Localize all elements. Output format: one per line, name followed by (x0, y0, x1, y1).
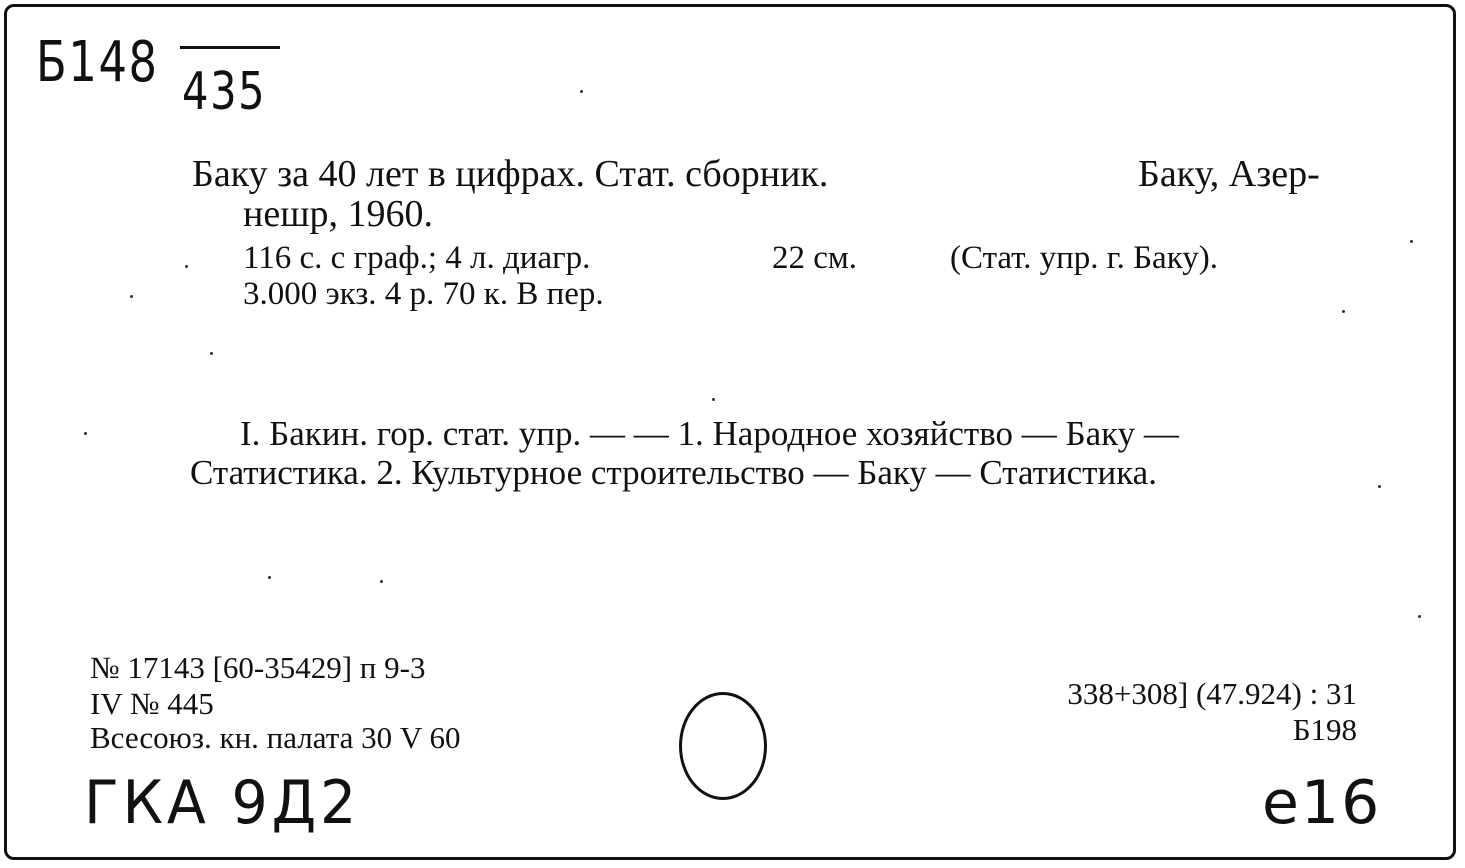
card-hole (679, 692, 767, 800)
speck (1418, 615, 1421, 618)
speck (210, 352, 213, 355)
speck (1410, 240, 1413, 243)
tracing-line-1: I. Бакин. гор. стат. упр. — — 1. Народное хозяйство — Баку — (240, 414, 1179, 453)
print-run-price: 3.000 экз. 4 р. 70 к. В пер. (243, 276, 604, 312)
entry-publisher-year: нешр, 1960. (243, 193, 433, 235)
speck (84, 432, 87, 435)
collation-pages: 116 с. с граф.; 4 л. диагр. (243, 240, 591, 276)
speck (130, 295, 133, 298)
imprint-chamber-date: Всесоюз. кн. палата 30 V 60 (90, 720, 461, 755)
speck (1342, 310, 1345, 313)
imprint-volume-number: IV № 445 (90, 686, 214, 721)
speck (268, 576, 271, 579)
classification-index: 338+308] (47.924) : 31 (1067, 676, 1357, 711)
shelfmark-number: 435 (182, 62, 267, 122)
speck (1378, 485, 1381, 488)
speck (380, 580, 383, 583)
inventory-number-right: е16 (1262, 768, 1382, 838)
shelfmark-code: Б148 (36, 30, 159, 95)
imprint-record-number: № 17143 [60-35429] п 9-3 (90, 650, 426, 685)
speck (580, 90, 583, 93)
speck (712, 398, 715, 401)
author-mark: Б198 (1292, 712, 1357, 747)
entry-place-publisher: Баку, Азер- (1138, 153, 1320, 195)
series-statement: (Стат. упр. г. Баку). (950, 240, 1218, 276)
tracing-line-2: Статистика. 2. Культурное строительство — Баку — Статистика. (190, 453, 1157, 492)
shelfmark-divider (180, 46, 280, 49)
speck (185, 265, 188, 268)
collation-size: 22 см. (772, 240, 858, 276)
inventory-number-left: ГКА 9Д2 (84, 768, 361, 838)
entry-title: Баку за 40 лет в цифрах. Стат. сборник. (192, 153, 829, 195)
